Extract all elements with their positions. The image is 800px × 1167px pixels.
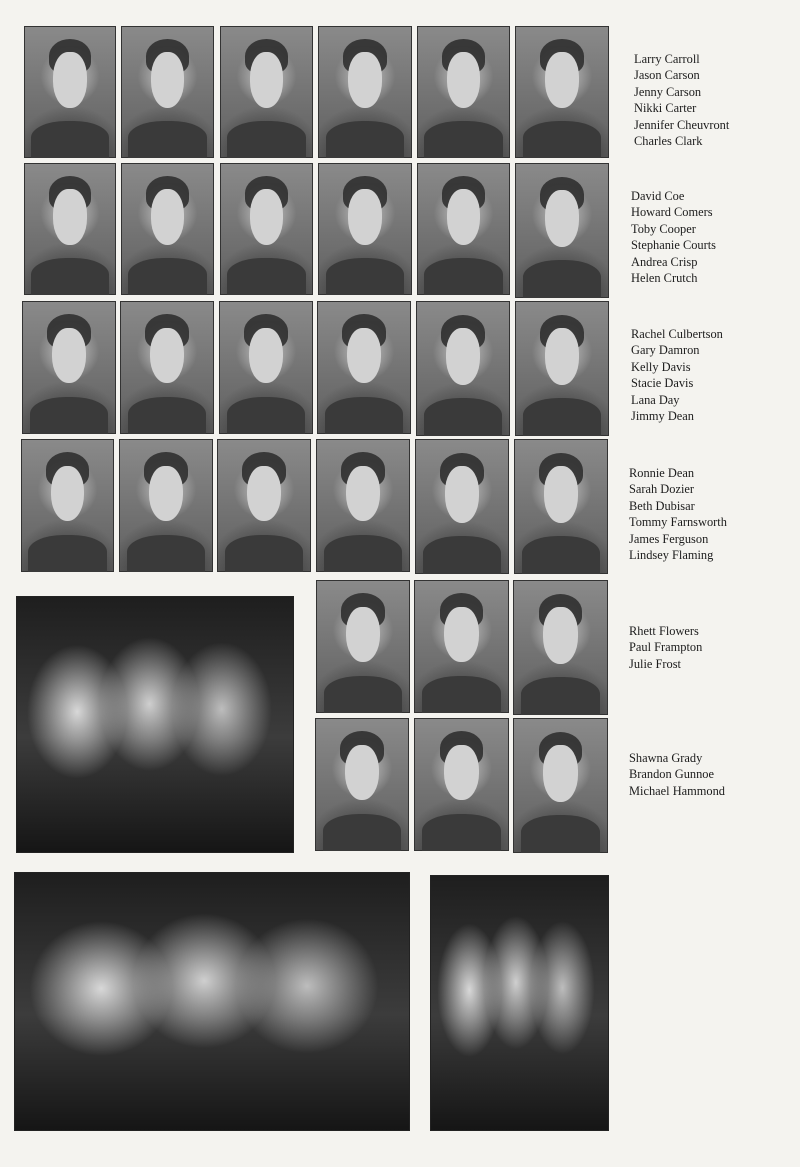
student-portrait [514,439,608,574]
student-name: Gary Damron [631,343,700,358]
student-portrait [24,163,116,295]
student-portrait [513,580,608,715]
student-name: Sarah Dozier [629,482,695,497]
student-name: Michael Hammond [629,783,726,798]
student-portrait [414,718,509,851]
student-name: Jason Carson [634,68,700,83]
name-list-row-4 [629,465,727,563]
name-list-row-1 [634,51,729,149]
student-portrait [119,439,213,572]
student-name: Jenny Carson [634,84,702,99]
student-portrait [21,439,114,572]
student-name: Larry Carroll [634,52,700,66]
student-portrait [317,301,411,434]
student-portrait [318,163,412,295]
student-name: Lindsey Flaming [629,548,714,563]
student-name: Brandon Gunnoe [629,767,714,782]
student-name: David Coe [631,189,685,203]
student-name: Julie Frost [629,656,681,671]
student-portrait [120,301,214,434]
student-name: James Ferguson [629,531,709,546]
student-portrait [220,163,313,295]
student-name: Stephanie Courts [631,238,717,253]
student-portrait [316,439,410,572]
student-name: Kelly Davis [631,359,691,374]
student-name: Jimmy Dean [631,409,694,424]
student-portrait [22,301,116,434]
name-list-row-6 [629,750,725,799]
student-name: Shawna Grady [629,751,703,765]
student-name: Stacie Davis [631,376,694,391]
student-name: Rachel Culbertson [631,327,723,341]
student-name: Ronnie Dean [629,466,695,480]
student-name: Charles Clark [634,134,703,149]
student-name: Nikki Carter [634,101,697,116]
student-portrait [515,163,609,298]
student-portrait [416,301,510,436]
student-name: Paul Frampton [629,640,703,655]
candid-photo-student-at-desk [430,875,609,1131]
student-portrait [417,163,510,295]
student-portrait [315,718,409,851]
candid-photo-group-outdoors [14,872,410,1131]
student-portrait [415,439,509,574]
student-portrait [515,301,609,436]
student-portrait [318,26,412,158]
name-list-row-3 [631,326,723,424]
student-portrait [316,580,410,713]
student-portrait [24,26,116,158]
name-list-row-2 [631,188,716,286]
student-name: Andrea Crisp [631,254,698,269]
student-portrait [513,718,608,853]
student-portrait [417,26,510,158]
student-name: Howard Comers [631,205,713,220]
student-name: Tommy Farnsworth [629,515,727,530]
name-list-row-5 [629,623,702,672]
student-name: Lana Day [631,392,680,407]
candid-photo-cafeteria [16,596,294,853]
student-portrait [121,26,214,158]
student-portrait [217,439,311,572]
student-name: Jennifer Cheuvront [634,117,730,132]
student-portrait [414,580,509,713]
student-portrait [219,301,313,434]
student-portrait [515,26,609,158]
student-name: Rhett Flowers [629,624,699,638]
student-name: Toby Cooper [631,221,696,236]
student-name: Beth Dubisar [629,498,695,513]
student-portrait [220,26,313,158]
student-portrait [121,163,214,295]
student-name: Helen Crutch [631,271,698,286]
